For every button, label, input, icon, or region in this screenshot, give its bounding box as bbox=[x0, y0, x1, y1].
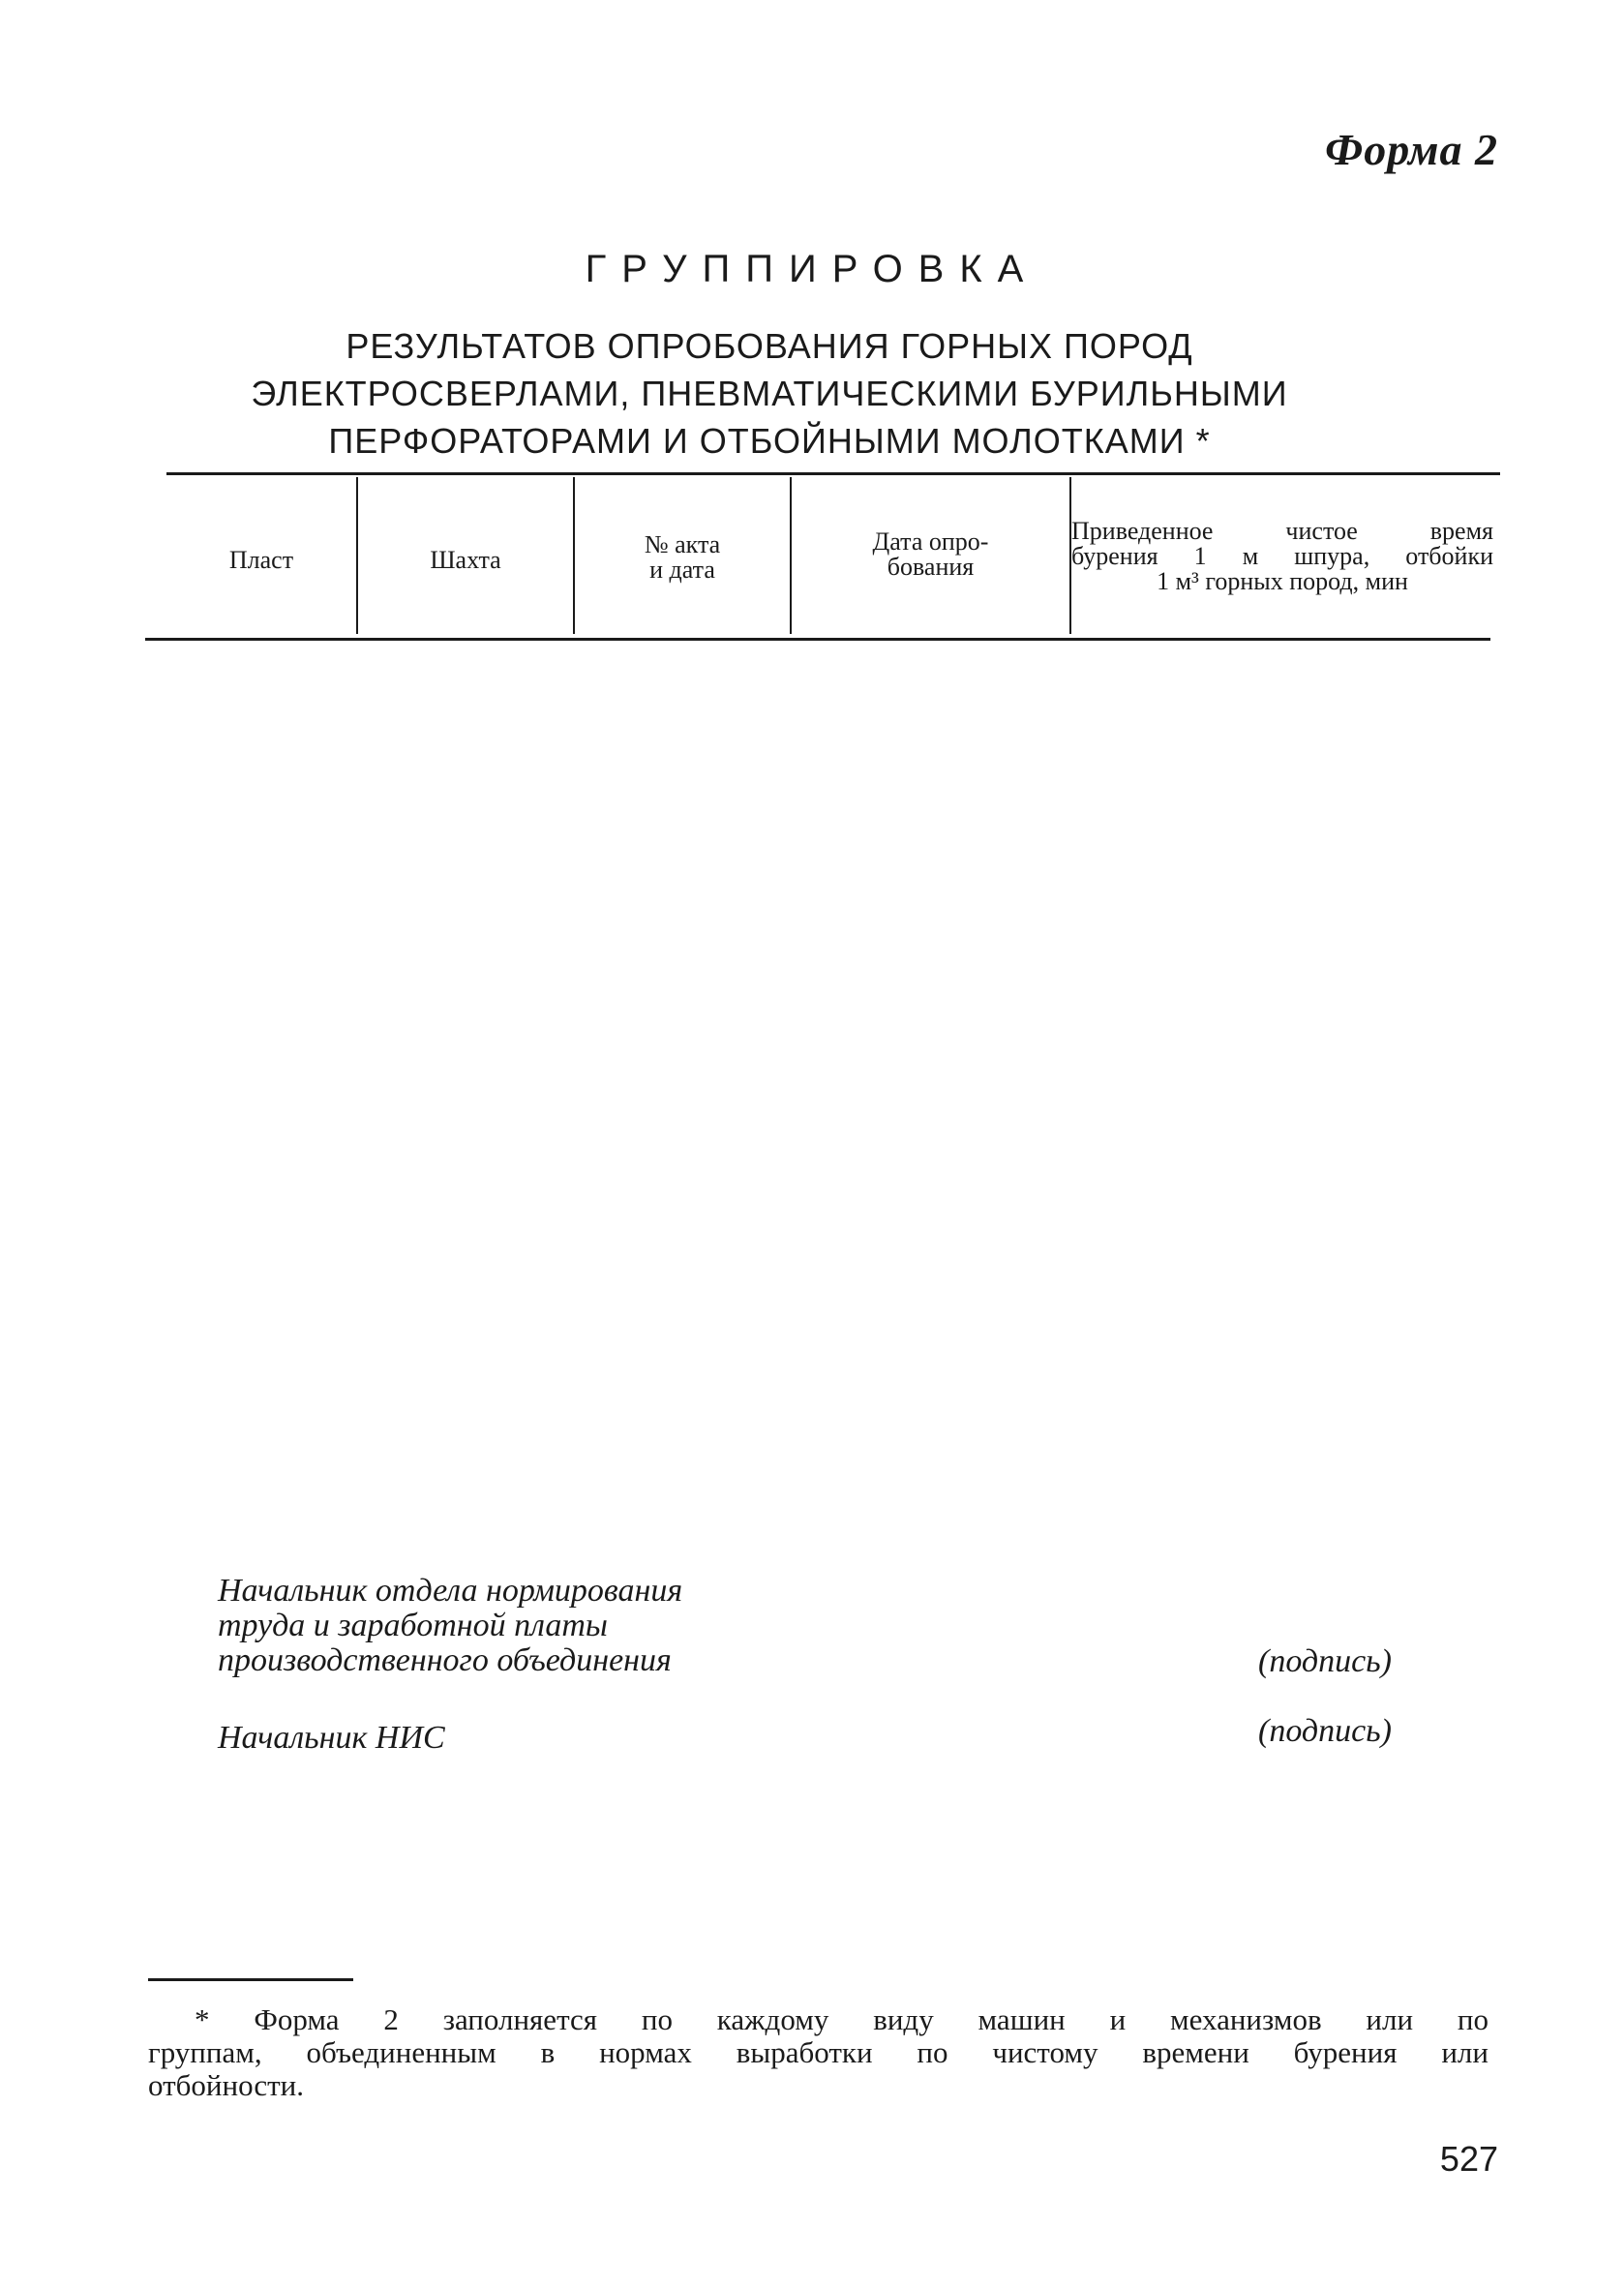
column-header-test-date: Дата опро- бования bbox=[872, 527, 989, 581]
results-table-header bbox=[0, 0, 1624, 677]
table-bottom-rule bbox=[145, 638, 1490, 641]
chief-signature-placeholder: (подпись) bbox=[1258, 1643, 1392, 1679]
column-header-drilling-time: Приведенное чистое время бурения 1 м шпура, отбойки 1 м³ горных пород, мин bbox=[1071, 517, 1493, 595]
chief-position-block bbox=[218, 1574, 682, 1678]
column-header-layer: Пласт bbox=[228, 546, 294, 574]
subtitle-line: РЕЗУЛЬТАТОВ ОПРОБОВАНИЯ ГОРНЫХ ПОРОД bbox=[346, 326, 1193, 366]
subtitle-line: ЭЛЕКТРОСВЕРЛАМИ, ПНЕВМАТИЧЕСКИМИ БУРИЛЬНЫМИ bbox=[251, 374, 1288, 413]
signature-line: Начальник отдела нормирования bbox=[218, 1573, 683, 1609]
footnote-separator bbox=[148, 1978, 353, 1981]
nis-chief-title: Начальник НИС bbox=[218, 1720, 445, 1756]
subtitle-line: ПЕРФОРАТОРАМИ И ОТБОЙНЫМИ МОЛОТКАМИ * bbox=[328, 421, 1211, 461]
footnote-line: * Форма 2 заполняется по каждому виду машин и механизмов или по bbox=[195, 2002, 1489, 2036]
nis-signature-placeholder: (подпись) bbox=[1258, 1713, 1392, 1749]
footnote-line: группам, объединенным в нормах выработки по чистому времени бурения или bbox=[148, 2035, 1489, 2069]
column-header-mine: Шахта bbox=[430, 546, 501, 574]
document-title: ГРУППИРОВКА bbox=[585, 248, 1039, 290]
page-number: 527 bbox=[1439, 2139, 1498, 2179]
footnote-line: отбойности. bbox=[148, 2068, 305, 2102]
signature-line: труда и заработной платы bbox=[218, 1608, 608, 1643]
signature-line: производственного объединения bbox=[218, 1642, 672, 1678]
form-label: Форма 2 bbox=[1325, 125, 1498, 174]
column-header-act-number: № акта и дата bbox=[644, 530, 721, 584]
footnote bbox=[148, 2003, 1489, 2102]
table-top-rule bbox=[166, 472, 1500, 475]
